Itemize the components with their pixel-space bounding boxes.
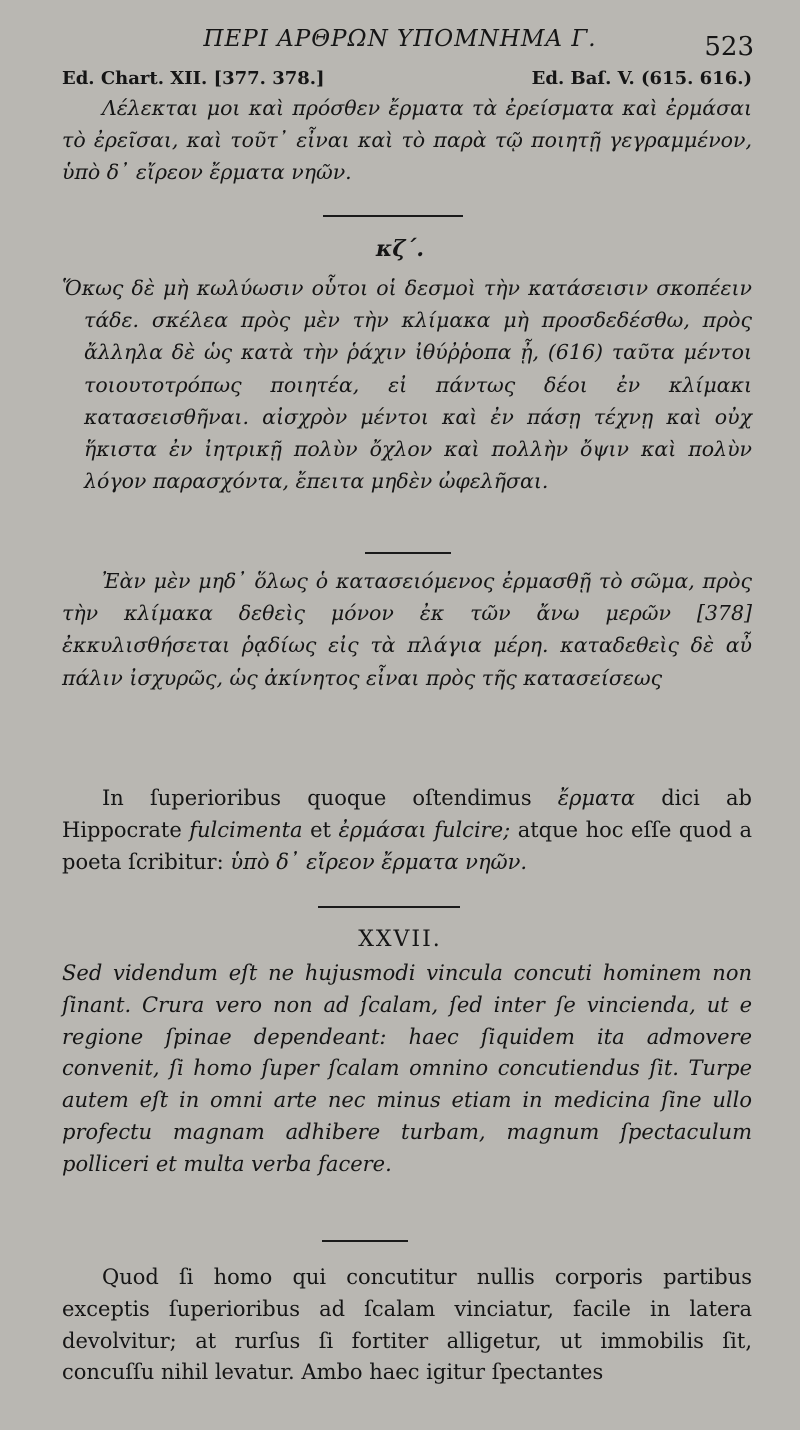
section-divider — [323, 215, 463, 217]
latin-section-text: Sed videndum eſt ne hujusmodi vincula concuti hominem non ſinant. Crura vero non ad ſcalam, ſed inter ſe vincienda, ut e regione ſpinae dependeant: haec ſiquidem ita admovere convenit, ſi homo ſuper ſcalam omnino concutiendus ſit. Turpe autem eſt in omni arte nec minus etiam in medicina ſine ullo profectu magnam adhibere turbam, magnum ſpectaculum polliceri et multa verba facere. — [62, 961, 752, 1176]
paragraph-divider — [365, 552, 451, 554]
page-number: 523 — [704, 32, 754, 62]
latin-paragraph-2 — [62, 1262, 752, 1389]
greek-quotation: ὑπὸ δ᾽ εἴρεον ἔρματα νηῶν. — [230, 849, 528, 874]
edition-line — [62, 68, 752, 89]
greek-paragraph-top — [62, 92, 752, 189]
latin-term: fulcire; — [434, 817, 511, 842]
latin-term: fulcimenta — [189, 817, 303, 842]
greek-text-top: Λέλεκται μοι καὶ πρόσθεν ἔρματα τὰ ἐρείσματα καὶ ἐρμάσαι τὸ ἐρεῖσαι, καὶ τοῦτ᾽ εἶναι καὶ τὸ παρὰ τῷ ποιητῇ γεγραμμένον, ὑπὸ δ᾽ εἴρεον ἔρματα νηῶν. — [62, 96, 752, 185]
latin-section — [62, 958, 752, 1181]
latin-commentary-text — [62, 783, 752, 878]
greek-term: ἔρματα — [557, 786, 636, 810]
greek-term: ἐρμάσαι — [338, 817, 427, 842]
edition-basel: Ed. Baſ. V. (615. 616.) — [531, 68, 752, 89]
latin-paragraph-2-text: Quod ſi homo qui concutitur nullis corporis partibus exceptis ſuperioribus ad ſcalam vinciatur, facile in latera devolvitur; at rurſus ſi fortiter alligetur, ut immobilis ſit, concuſſu nihil levatur. Ambo haec igitur ſpectantes — [62, 1265, 752, 1385]
commentary-segment: et — [302, 817, 339, 842]
latin-section-number: XXVII. — [358, 927, 442, 952]
commentary-segment: In ſuperioribus quoque oſtendimus — [102, 786, 558, 810]
commentary-segment: atque hoc eſſe quod a poeta ſcribitur: — [62, 817, 752, 874]
section-divider-latin — [318, 906, 460, 908]
greek-paragraph-2-text: Ἐὰν μὲν μηδ᾽ ὅλως ὁ κατασειόμενος ἐρμασθῇ τὸ σῶμα, πρὸς τὴν κλίμακα δεθεὶς μόνον ἐκ τῶν ἄνω μερῶν [378] ἐκκυλισθήσεται ῥᾳδίως εἰς τὰ πλάγια μέρη. καταδεθεὶς δὲ αὖ πάλιν ἰσχυρῶς, ὡς ἀκίνητος εἶναι πρὸς τῆς κατασείσεως — [62, 569, 752, 690]
commentary-segment: dici ab Hippocrate — [62, 786, 753, 842]
greek-section — [62, 272, 752, 497]
running-title: ΠΕΡΙ ΑΡΘΡΩΝ ΥΠΟΜΝΗΜΑ Γ. — [203, 26, 597, 52]
greek-section-marker: κζ΄. — [375, 236, 425, 262]
greek-section-text: Ὅκως δὲ μὴ κωλύωσιν οὗτοι οἱ δεσμοὶ τὴν κατάσεισιν σκοπέειν τάδε. σκέλεα πρὸς μὲν τὴν κλίμακα μὴ προσδεδέσθω, πρὸς ἄλληλα δὲ ὡς κατὰ τὴν ῥάχιν ἰθύῤῥοπα ᾖ, (616) ταῦτα μέντοι τοιουτοτρόπως ποιητέα, εἰ πάντως δέοι ἐν κλίμακι κατασεισθῆναι. αἰσχρὸν μέντοι καὶ ἐν πάσῃ τέχνῃ καὶ οὐχ ἥκιστα ἐν ἰητρικῇ πολὺν ὄχλον καὶ πολλὴν ὄψιν καὶ πολὺν λόγον παρασχόντα, ἔπειτα μηδὲν ὠφελῆσαι. — [62, 276, 752, 494]
edition-chartier: Ed. Chart. XII. [377. 378.] — [62, 68, 325, 89]
greek-paragraph-2 — [62, 565, 752, 694]
latin-commentary — [62, 783, 752, 878]
paragraph-divider-latin — [322, 1240, 408, 1242]
